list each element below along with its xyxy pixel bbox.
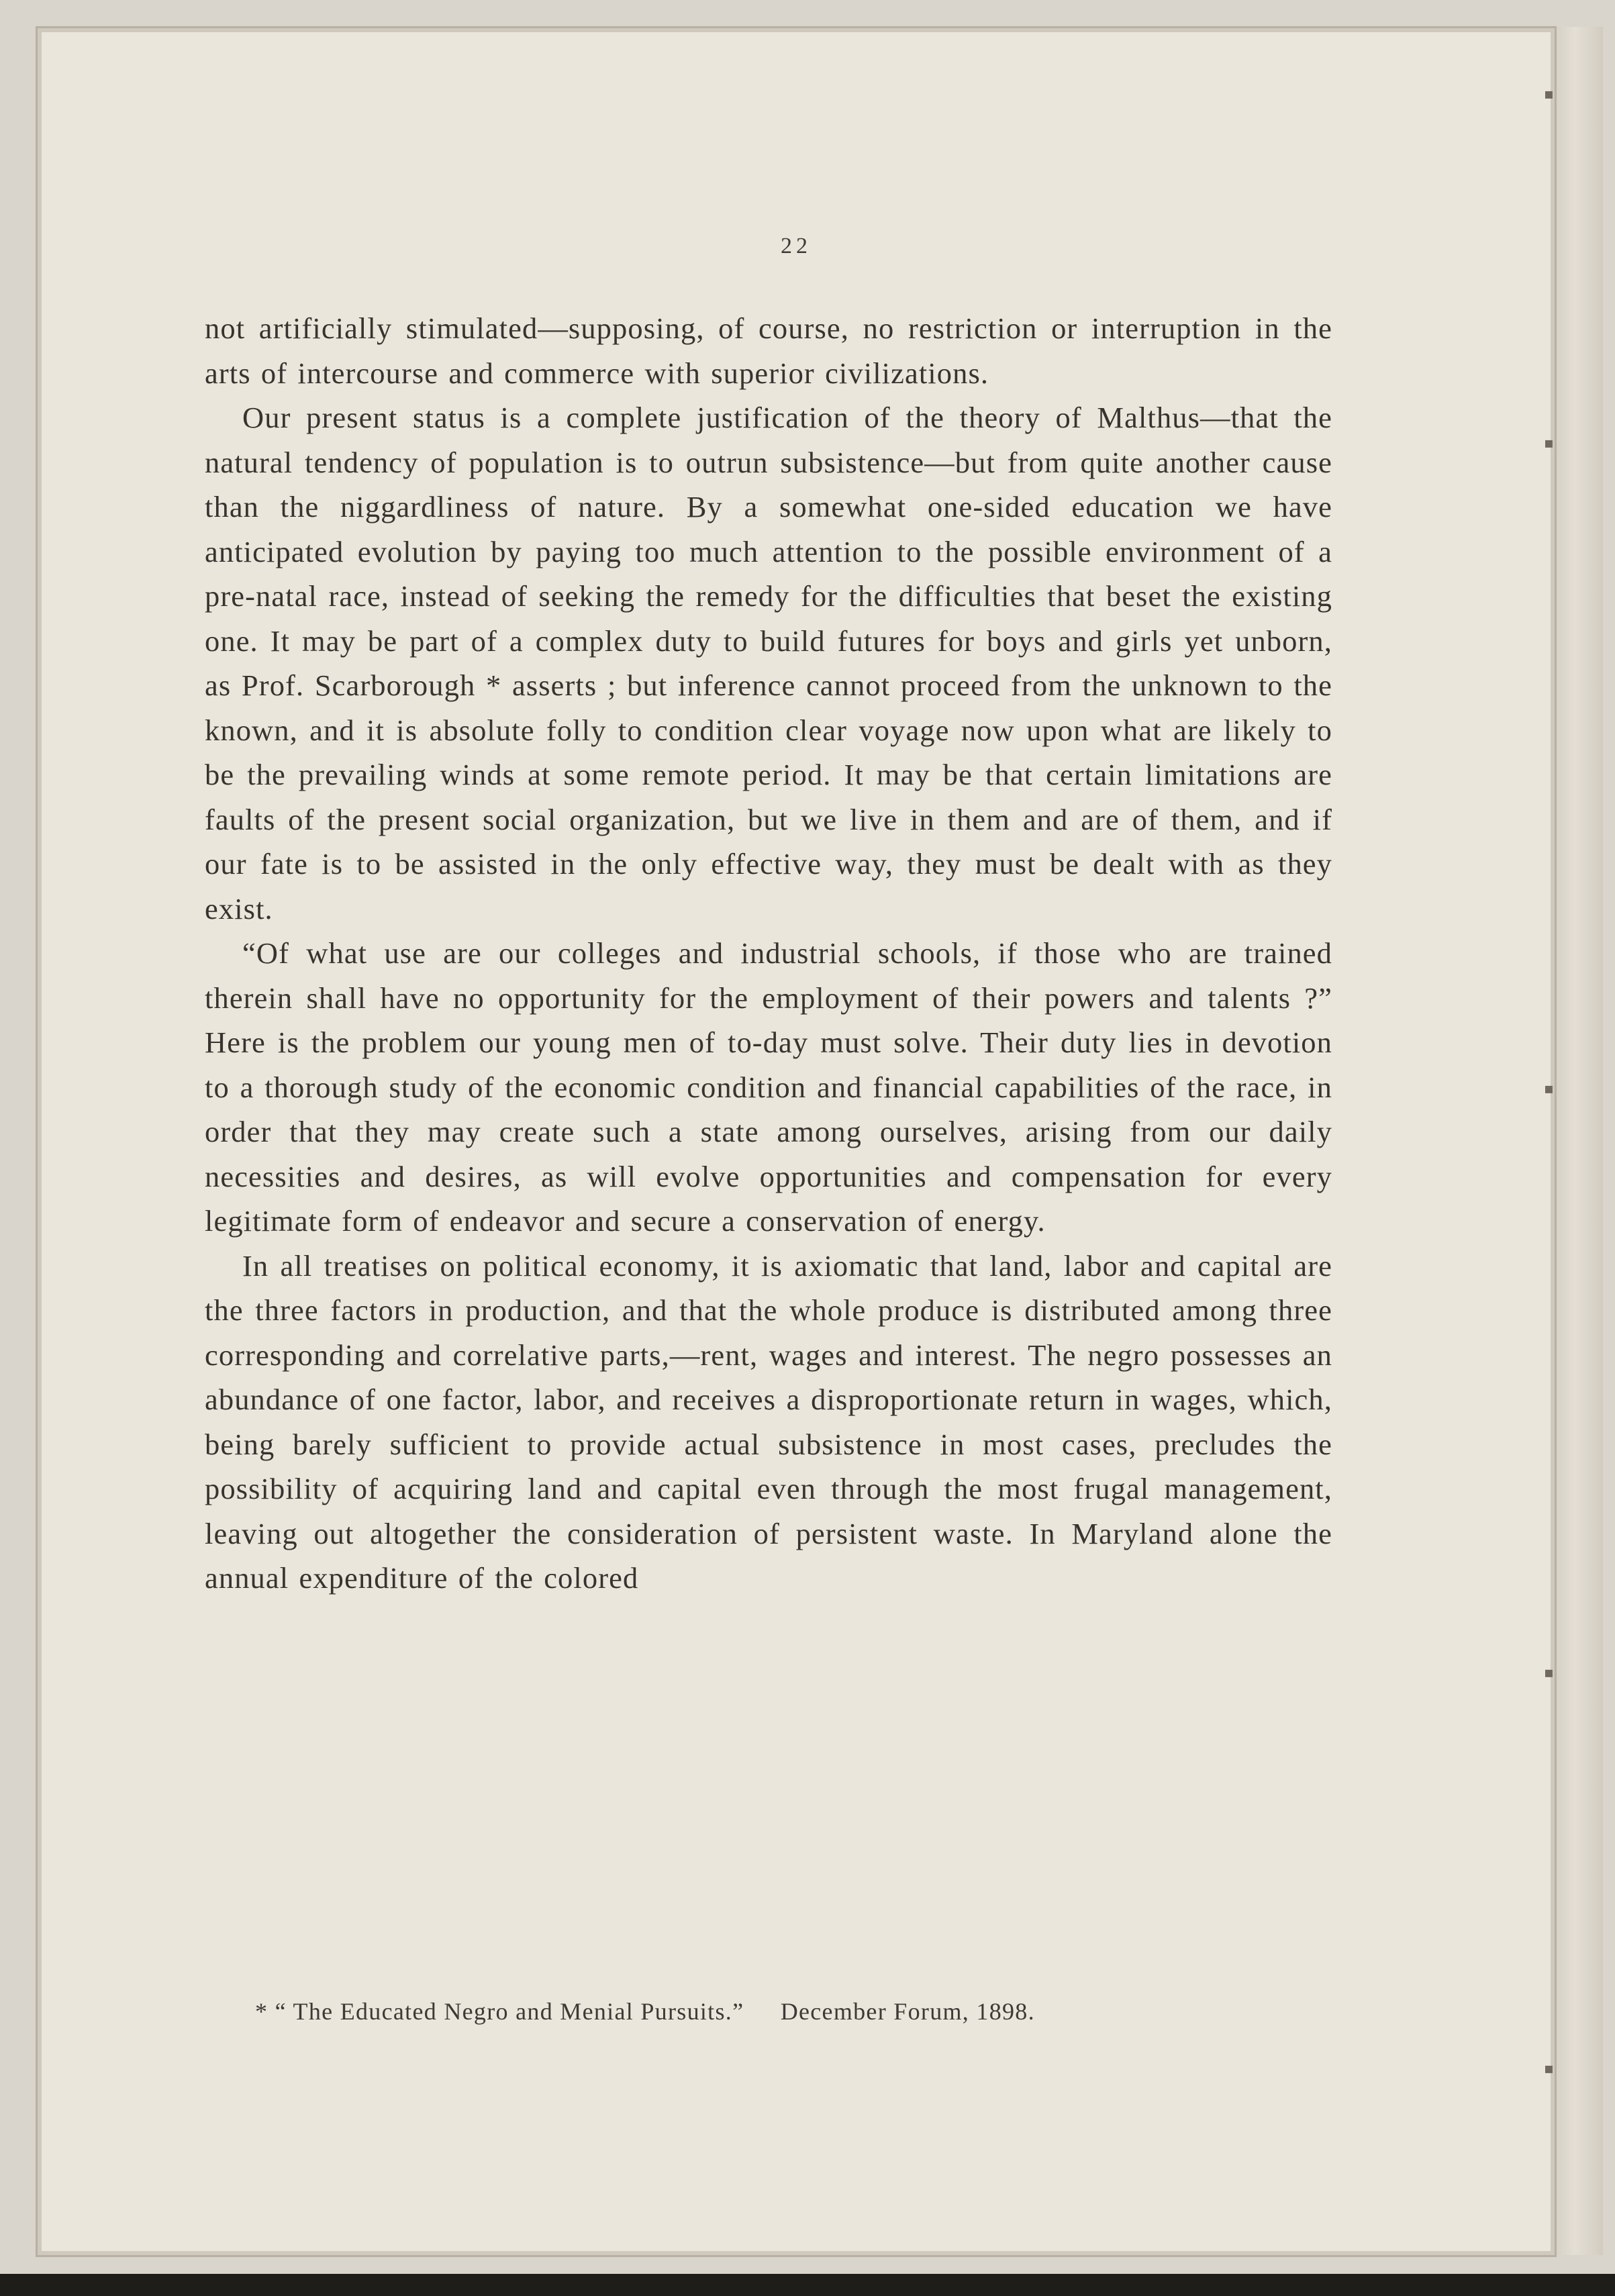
footnote-marker: *	[255, 1998, 268, 2025]
paragraph-continuation: not artificially stimulated—supposing, of course, no restriction or interruption in the arts of intercourse and commerce with superior civilizations.	[205, 311, 1332, 390]
book-page	[42, 32, 1551, 2251]
body-text	[205, 306, 1332, 1601]
footnote-source: December Forum, 1898.	[780, 1998, 1035, 2025]
page-number: 22	[781, 234, 812, 258]
margin-speck: ▪	[1544, 435, 1554, 452]
margin-speck: ▪	[1544, 2060, 1554, 2077]
margin-speck: ▪	[1544, 86, 1554, 103]
paragraph-malthus: Our present status is a complete justification of the theory of Malthus—that the natural tendency of population is to outrun subsistence—but from quite another cause than the niggardliness of nature. By a somewhat one-sided education we have anticipated evolution by paying too much attention to the possible environment of a pre-natal race, instead of seeking the remedy for the difficulties that beset the existing one. It may be part of a complex duty to build futures for boys and girls yet unborn, as Prof. Scarborough * asserts ; but inference cannot proceed from the unknown to the known, and it is absolute folly to condition clear voyage now upon what are likely to be the prevailing winds at some remote period. It may be that certain limitations are faults of the present social organization, but we live in them and are of them, and if our fate is to be assisted in the only effective way, they must be dealt with as they exist.	[205, 401, 1332, 926]
margin-speck: ▪	[1544, 1664, 1554, 1681]
footnote-title: “ The Educated Negro and Menial Pursuits.”	[275, 1998, 744, 2025]
page-edge	[1556, 27, 1603, 2255]
margin-speck: ▪	[1544, 1081, 1554, 1097]
footnote	[255, 1997, 1356, 2026]
paragraph-political-economy: In all treatises on political economy, it is axiomatic that land, labor and capital are the three factors in production, and that the whole produce is distributed among three corresponding and correlative parts,—rent, wages and interest. The negro possesses an abundance of one factor, labor, and receives a disproportionate return in wages, which, being barely sufficient to provide actual subsistence in most cases, precludes the possibility of acquiring land and capital even through the most frugal management, leaving out altogether the consideration of persistent waste. In Maryland alone the annual expenditure of the colored	[205, 1248, 1332, 1595]
scan-border	[0, 2274, 1615, 2296]
paragraph-colleges: “Of what use are our colleges and industrial schools, if those who are trained therein shall have no opportunity for the employment of their powers and talents ?” Here is the problem our young men of to-day must solve. Their duty lies in devotion to a thorough study of the economic condition and financial capabilities of the race, in order that they may create such a state among ourselves, arising from our daily necessities and desires, as will evolve opportunities and compensation for every legitimate form of endeavor and secure a conservation of energy.	[205, 936, 1332, 1238]
